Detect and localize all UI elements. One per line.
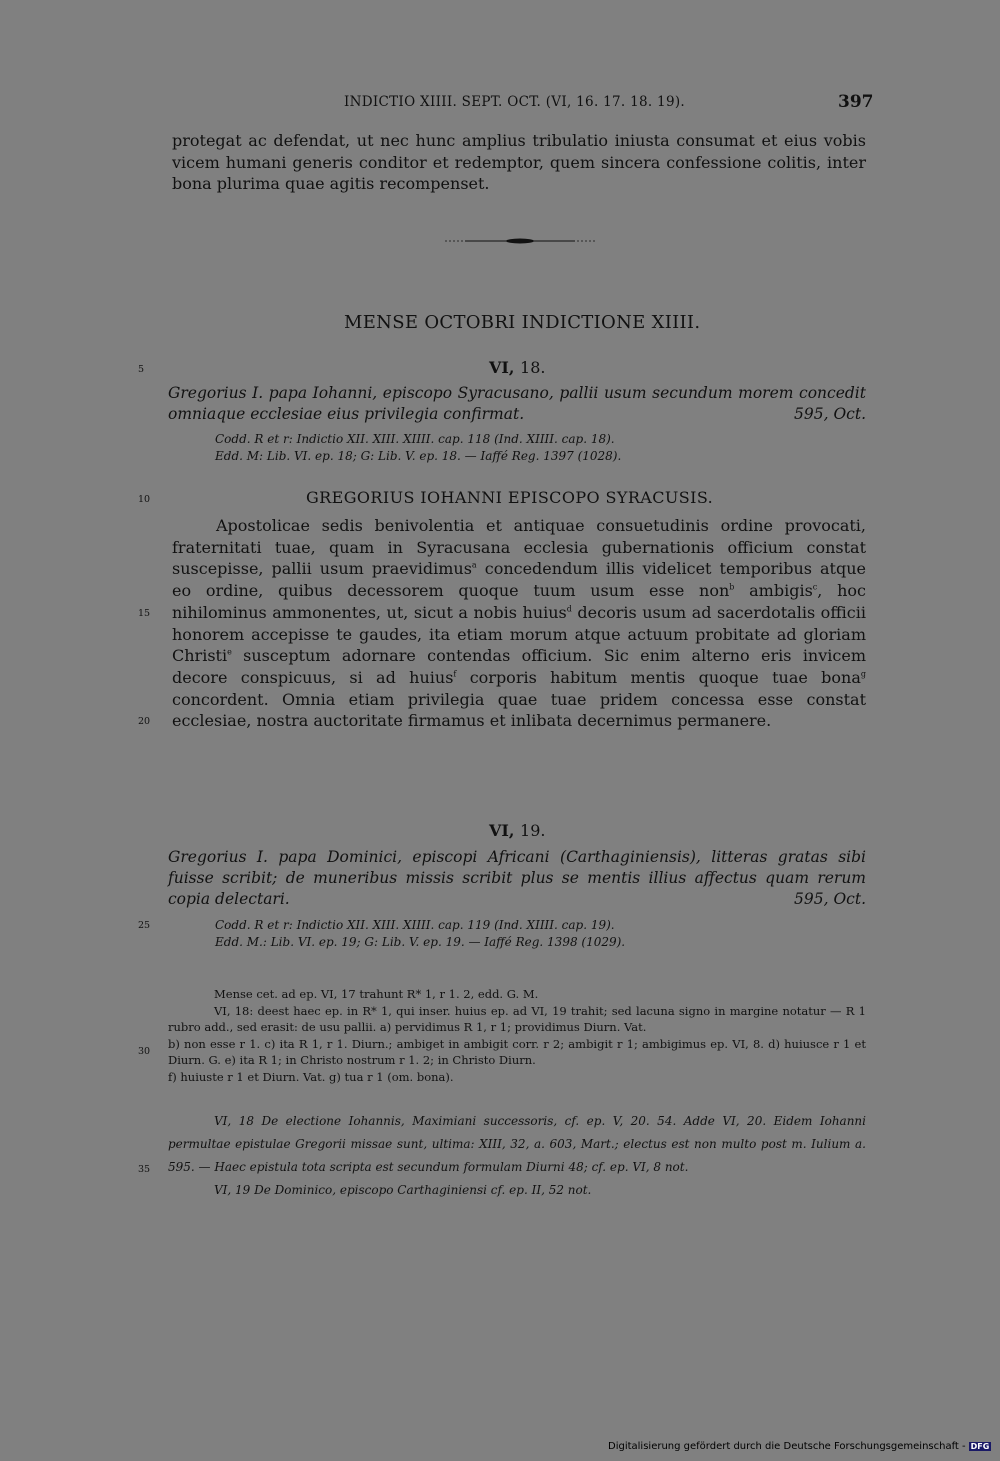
text-segment: concordent. Omnia etiam privilegia quae tuae pridem concessa esse constat ecclesiae, nostra auctoritate firmamus et inlibata decernimus permanere. [172,689,866,731]
addressee-heading: GREGORIUS IOHANNI EPISCOPO SYRACUSIS. [306,488,714,507]
regest-text: Gregorius I. papa Dominici, episcopi Africani (Carthaginiensis), litteras gratas sibi fuisse scribit; de muneribus missis scribit plus se mentis illius affectus quam rerum copia delectari. [168,848,866,908]
text-segment: corporis habitum mentis quoque tuae bona [456,667,861,687]
regest-19 [168,847,866,910]
footnote-mark: a [471,561,477,571]
text-segment: decoris usum ad sacerdotalis officii honorem accepisse te gaudes, ita etiam morum atque actuum probitate ad gloriam Christi [172,602,866,666]
apparatus-line: f) huiuste r 1 et Diurn. Vat. g) tua r 1 (om. bona). [168,1069,454,1084]
epistle-arabic: 18. [520,358,546,377]
text-segment: ambigis [734,581,813,601]
funding-footer [608,1441,991,1452]
apparatus-line: b) non esse r 1. c) ita R 1, r 1. Diurn.; ambiget in ambigit corr. r 2; ambigit r 1; ambigimus ep. VI, 8. d) huiusce r 1 et Diurn. G. e) ita R 1; in Christo nostrum r 1. 2; in Christo Diurn. [168,1036,866,1067]
editions-19: Edd. M.: Lib. VI. ep. 19; G: Lib. V. ep. 19. — Iaffé Reg. 1398 (1029). [215,935,626,949]
text-segment: , hoc nihilominus ammonentes, ut, sicut a nobis huius [172,581,866,622]
footer-text: Digitalisierung gefördert durch die Deutsche Forschungsgemeinschaft - [608,1441,966,1452]
line-number: 20 [138,716,151,727]
apparatus-criticus [168,986,866,1085]
line-number: 10 [138,494,151,505]
footnote-mark: c [812,582,818,592]
footnote-mark: b [729,582,735,592]
footnote-mark: g [860,669,867,679]
apparatus-line: Mense cet. ad ep. VI, 17 trahunt R* 1, r 1. 2, edd. G. M. [214,987,539,1001]
footnote-mark: f [453,669,457,679]
text-segment: Apostolicae sedis benivolentia et antiquae consuetudinis ordine provocati, fraternitati tuae, quam in Syracusana ecclesia gubernationis officium constat suscepisse, pallii usum praevidimus [172,516,866,579]
epistle-number-19 [489,821,546,840]
text-segment: concedendum illis videlicet temporibus atque eo ordine, quibus decessorem quoque tuum usum esse non [172,559,866,601]
ornament-divider-icon [445,236,595,246]
page-number: 397 [838,92,874,112]
line-number: 15 [138,608,151,619]
section-title: MENSE OCTOBRI INDICTIONE XIIII. [344,312,701,333]
regest-date: 595, Oct. [794,405,866,423]
regest-date: 595, Oct. [794,890,866,908]
footnote-mark: d [566,604,572,614]
commentary [168,1110,866,1202]
line-number: 5 [138,364,145,375]
epistle-number-18 [489,358,546,377]
codices-19: Codd. R et r: Indictio XII. XIII. XIIII. cap. 119 (Ind. XIIII. cap. 19). [215,918,615,932]
epistle-roman: VI, [489,358,515,377]
commentary-note: VI, 18 De electione Iohannis, Maximiani successoris, cf. ep. V, 20. 54. Adde VI, 20. Eidem Iohanni permultae epistulae Gregorii missae sunt, ultima: XIII, 32, a. 603, Mart.; electus est non multo post m. Iulium a. 595. — Haec epistula tota scripta est secundum formulam Diurni 48; cf. ep. VI, 8 not. [168,1114,866,1174]
regest-18 [168,383,866,425]
line-number: 35 [138,1164,151,1175]
commentary-note: VI, 19 De Dominico, episcopo Carthaginiensi cf. ep. II, 52 not. [214,1183,592,1197]
letter-text-18 [172,515,866,732]
running-title: INDICTIO XIIII. SEPT. OCT. (VI, 16. 17. 18. 19). [344,94,685,110]
apparatus-line: VI, 18: deest haec ep. in R* 1, qui inser. huius ep. ad VI, 19 trahit; sed lacuna signo in margine notatur — R 1 rubro add., sed erasit: de usu pallii. a) pervidimus R 1, r 1; providimus Diurn. Vat. [168,1003,866,1034]
text-segment: susceptum adornare contendas officium. Sic enim alterno eris invicem decore conspicuus, si ad huius [172,646,866,687]
top-paragraph-text: protegat ac defendat, ut nec hunc amplius tribulatio iniusta consumat et eius vobis vicem humani generis conditor et redemptor, quem sincera confessione colitis, inter bona plurima quae agitis recompenset. [172,131,866,194]
line-number: 25 [138,920,151,931]
codices-18: Codd. R et r: Indictio XII. XIII. XIIII. cap. 118 (Ind. XIIII. cap. 18). [215,432,615,446]
epistle-arabic: 19. [520,821,546,840]
epistle-roman: VI, [489,821,515,840]
editions-18: Edd. M: Lib. VI. ep. 18; G: Lib. V. ep. 18. — Iaffé Reg. 1397 (1028). [215,449,622,463]
footnote-mark: e [227,647,232,657]
top-paragraph [172,130,866,195]
regest-text: Gregorius I. papa Iohanni, episcopo Syracusano, pallii usum secundum morem concedit omniaque ecclesiae eius privilegia confirmat. [168,384,866,423]
line-number: 30 [138,1046,151,1057]
dfg-logo: DFG [970,1442,990,1451]
